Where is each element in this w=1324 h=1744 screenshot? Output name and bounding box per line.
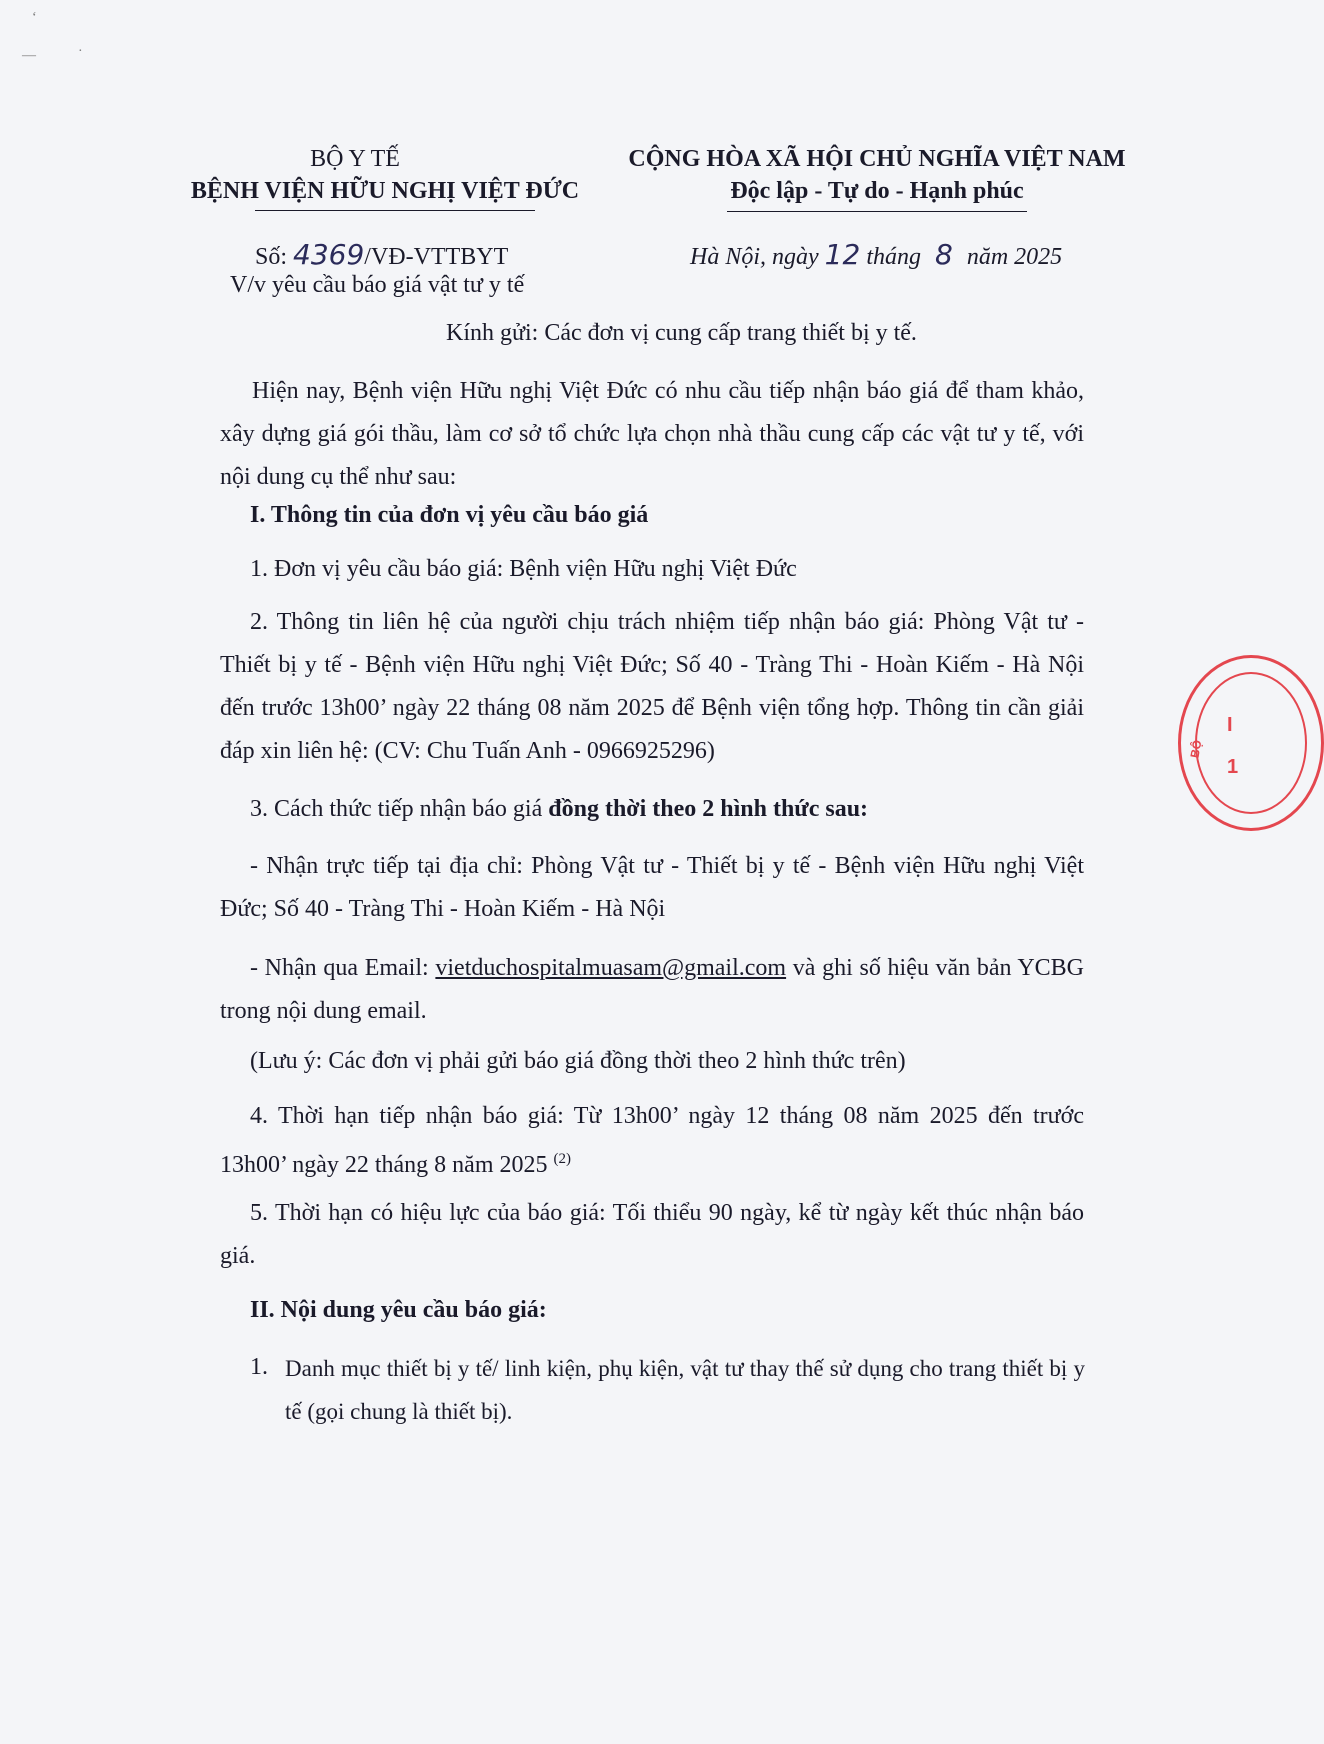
section1-item3a: - Nhận trực tiếp tại địa chỉ: Phòng Vật tư - Thiết bị y tế - Bệnh viện Hữu nghị Việt Đức; Số 40 - Tràng Thi - Hoàn Kiếm - Hà Nội xyxy=(220,853,1084,922)
section1-note: (Lưu ý: Các đơn vị phải gửi báo giá đồng thời theo 2 hình thức trên) xyxy=(250,1048,906,1074)
stamp-inner-ring xyxy=(1195,672,1307,814)
ministry-name: BỘ Y TẾ xyxy=(310,146,400,172)
stamp-text-2: 1 xyxy=(1227,756,1239,778)
section2-item1-number: 1. xyxy=(250,1354,268,1380)
date-prefix: Hà Nội, ngày xyxy=(690,244,819,270)
document-number xyxy=(255,238,508,271)
section1-item2: 2. Thông tin liên hệ của người chịu trách nhiệm tiếp nhận báo giá: Phòng Vật tư - Thiết bị y tế - Bệnh viện Hữu nghị Việt Đức; Số 40 - Tràng Thi - Hoàn Kiếm - Hà Nội đến trước 13h00’ ngày 22 tháng 08 năm 2025 để Bệnh viện tổng hợp. Thông tin cần giải đáp xin liên hệ: (CV: Chu Tuấn Anh - 0966925296) xyxy=(220,609,1084,764)
stamp-text-side: BỘ xyxy=(1187,738,1205,760)
item3-bold: đồng thời theo 2 hình thức sau: xyxy=(548,796,869,822)
section1-item3 xyxy=(250,796,868,823)
item3-lead: 3. Cách thức tiếp nhận báo giá xyxy=(250,796,543,822)
email-link[interactable]: vietduchospitalmuasam@gmail.com xyxy=(435,955,787,981)
greeting: Kính gửi: Các đơn vị cung cấp trang thiết bị y tế. xyxy=(446,320,917,346)
motto-underline xyxy=(727,211,1027,212)
date-day-handwritten: 12 xyxy=(824,238,861,271)
section2-heading: II. Nội dung yêu cầu báo giá: xyxy=(250,1297,547,1323)
section1-item1: 1. Đơn vị yêu cầu báo giá: Bệnh viện Hữu nghị Việt Đức xyxy=(250,556,797,582)
document-date xyxy=(690,238,1062,271)
section1-heading: I. Thông tin của đơn vị yêu cầu báo giá xyxy=(250,502,649,528)
document-subject: V/v yêu cầu báo giá vật tư y tế xyxy=(230,272,525,298)
republic-name: CỘNG HÒA XÃ HỘI CHỦ NGHĨA VIỆT NAM xyxy=(628,146,1126,172)
section1-item4 xyxy=(220,1095,1084,1187)
scan-mark: · xyxy=(78,44,83,59)
section1-item3b xyxy=(220,947,1084,1033)
date-month-handwritten: 8 xyxy=(934,238,953,271)
document-number-suffix: /VĐ-VTTBYT xyxy=(364,244,509,270)
motto: Độc lập - Tự do - Hạnh phúc xyxy=(730,178,1024,204)
hospital-name: BỆNH VIỆN HỮU NGHỊ VIỆT ĐỨC xyxy=(190,178,580,204)
section1-item5: 5. Thời hạn có hiệu lực của báo giá: Tối thiểu 90 ngày, kể từ ngày kết thúc nhận báo giá. xyxy=(220,1200,1084,1269)
document-number-handwritten: 4369 xyxy=(293,238,365,271)
hospital-underline xyxy=(255,210,535,211)
official-stamp xyxy=(1178,655,1324,831)
scan-mark: ‘ xyxy=(32,10,37,25)
intro-paragraph: Hiện nay, Bệnh viện Hữu nghị Việt Đức có nhu cầu tiếp nhận báo giá để tham khảo, xây dựng giá gói thầu, làm cơ sở tổ chức lựa chọn nhà thầu cung cấp các vật tư y tế, với nội dung cụ thể như sau: xyxy=(220,378,1084,490)
section2-item1-text: Danh mục thiết bị y tế/ linh kiện, phụ kiện, vật tư thay thế sử dụng cho trang thiết bị y tế (gọi chung là thiết bị). xyxy=(285,1356,1085,1424)
item4-sup: (2) xyxy=(553,1151,572,1167)
stamp-text-1: I xyxy=(1227,714,1233,736)
item3b-lead: - Nhận qua Email: xyxy=(250,955,429,981)
scan-mark: — xyxy=(22,48,36,63)
date-year: năm 2025 xyxy=(966,244,1063,270)
item4-text: 4. Thời hạn tiếp nhận báo giá: Từ 13h00’ ngày 12 tháng 08 năm 2025 đến trước 13h00’ ngày 22 tháng 8 năm 2025 xyxy=(220,1103,1084,1178)
date-month-label: tháng xyxy=(866,244,921,270)
item3b-tail: và ghi số hiệu văn bản YCBG trong nội dung email. xyxy=(220,955,1085,1024)
document-number-prefix: Số: xyxy=(255,244,288,270)
